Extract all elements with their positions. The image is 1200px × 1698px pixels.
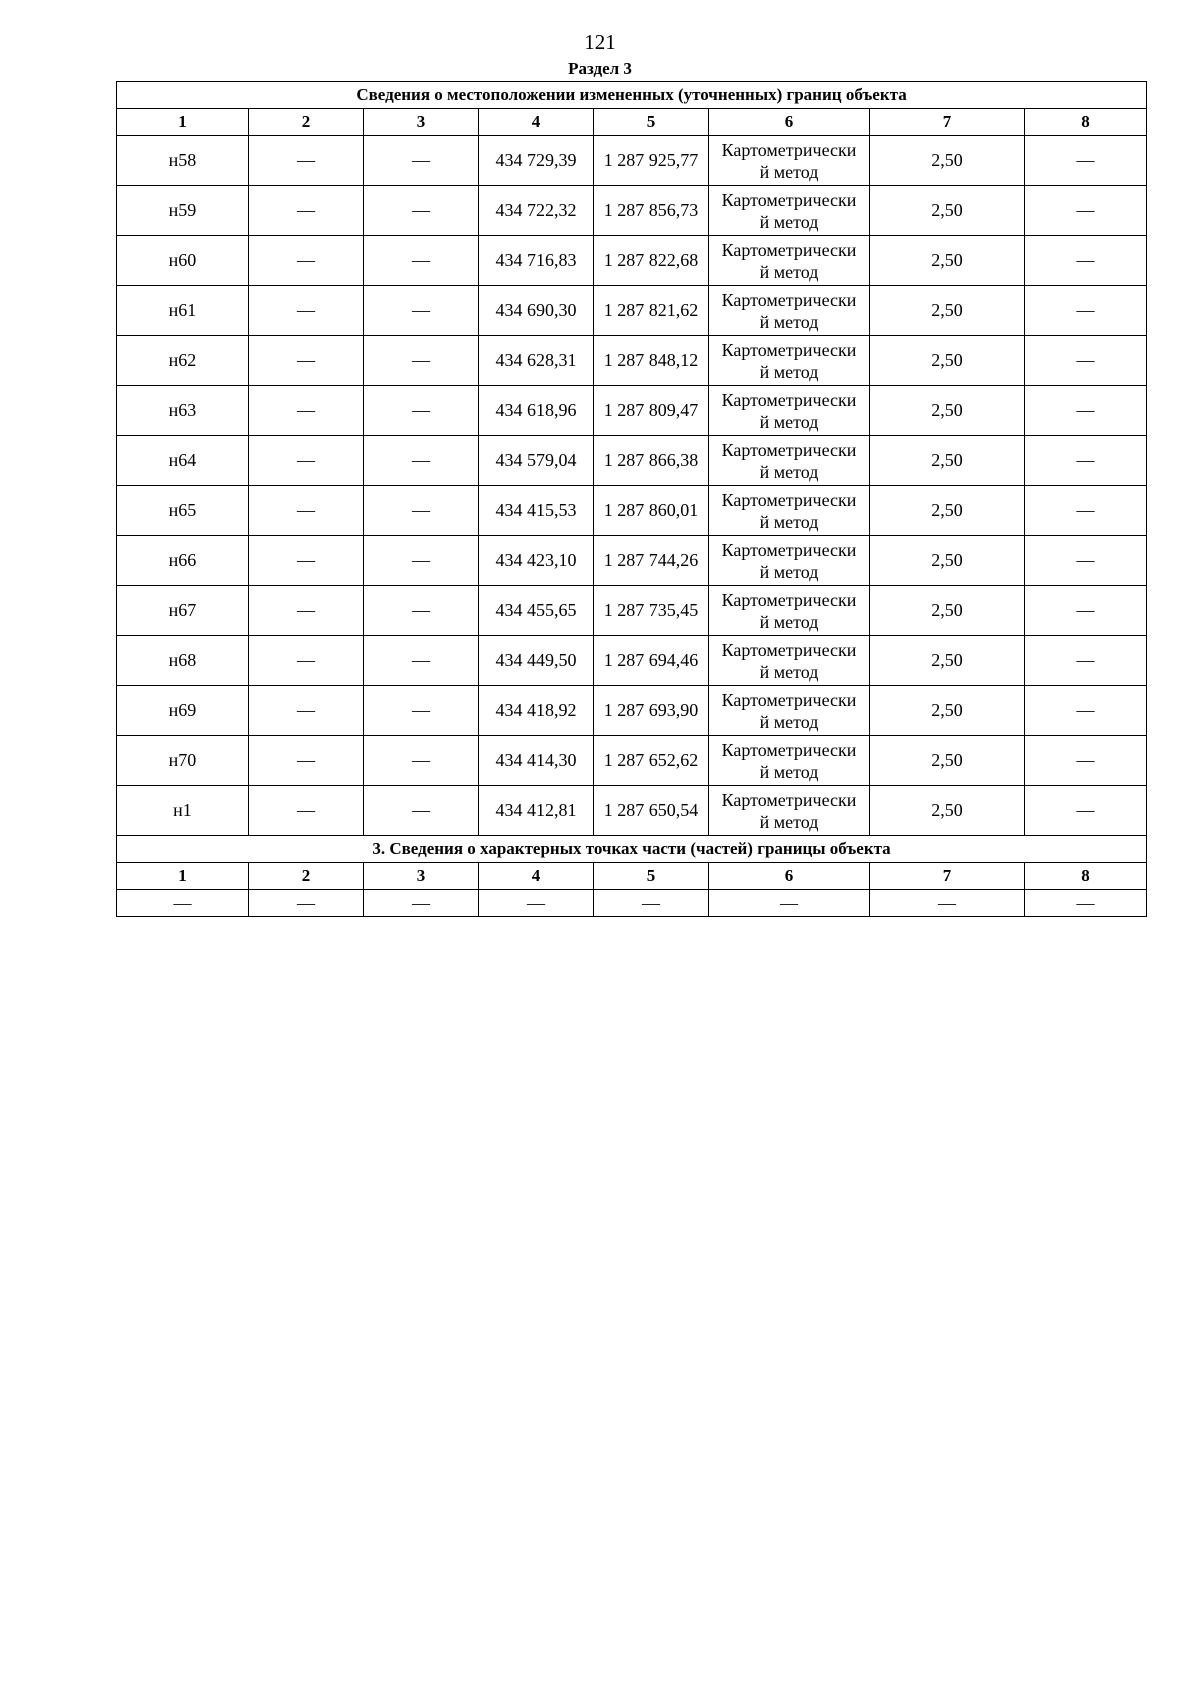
y-coord-cell: 1 287 925,77 [594, 136, 709, 186]
col3-cell: — [364, 286, 479, 336]
point-id-cell: н61 [117, 286, 249, 336]
col3-cell: — [364, 186, 479, 236]
table-row [117, 136, 1147, 186]
x-coord-cell: 434 722,32 [479, 186, 594, 236]
table-row [117, 186, 1147, 236]
col8-cell: — [1025, 136, 1147, 186]
table1-header-cell: 1 [117, 109, 249, 136]
point-id-cell: н64 [117, 436, 249, 486]
point-id-cell: н70 [117, 736, 249, 786]
precision-cell: 2,50 [870, 186, 1025, 236]
col2-cell: — [249, 686, 364, 736]
col8-cell: — [1025, 736, 1147, 786]
method-line-1: Картометрически [721, 189, 857, 210]
table-row [117, 736, 1147, 786]
method-line-2: й метод [759, 261, 819, 282]
col3-cell: — [364, 236, 479, 286]
table-row [117, 286, 1147, 336]
x-coord-cell: 434 449,50 [479, 636, 594, 686]
precision-cell: 2,50 [870, 386, 1025, 436]
table1-title-row [117, 82, 1147, 109]
y-coord-cell: 1 287 866,38 [594, 436, 709, 486]
method-cell [709, 486, 870, 536]
col8-cell: — [1025, 236, 1147, 286]
point-id-cell: н68 [117, 636, 249, 686]
method-line-1: Картометрически [721, 539, 857, 560]
point-id-cell: н69 [117, 686, 249, 736]
method-line-2: й метод [759, 711, 819, 732]
method-line-2: й метод [759, 761, 819, 782]
method-line-1: Картометрически [721, 589, 857, 610]
table1-header-cell: 7 [870, 109, 1025, 136]
col2-cell: — [249, 136, 364, 186]
boundary-table [116, 81, 1147, 917]
col8-cell: — [1025, 286, 1147, 336]
method-line-1: Картометрически [721, 139, 857, 160]
method-line-2: й метод [759, 361, 819, 382]
y-coord-cell: 1 287 822,68 [594, 236, 709, 286]
table2-header-cell: 5 [594, 863, 709, 890]
table2-header-row [117, 863, 1147, 890]
x-coord-cell: 434 423,10 [479, 536, 594, 586]
y-coord-cell: 1 287 694,46 [594, 636, 709, 686]
method-line-2: й метод [759, 461, 819, 482]
table2-header-cell: 2 [249, 863, 364, 890]
table-body [117, 82, 1147, 917]
table2-cell: — [479, 890, 594, 917]
method-cell [709, 236, 870, 286]
col8-cell: — [1025, 636, 1147, 686]
x-coord-cell: 434 579,04 [479, 436, 594, 486]
point-id-cell: н66 [117, 536, 249, 586]
precision-cell: 2,50 [870, 286, 1025, 336]
col8-cell: — [1025, 336, 1147, 386]
table1-header-cell: 2 [249, 109, 364, 136]
method-cell [709, 686, 870, 736]
page-number: 121 [584, 30, 616, 54]
table1-header-cell: 8 [1025, 109, 1147, 136]
method-cell [709, 386, 870, 436]
y-coord-cell: 1 287 809,47 [594, 386, 709, 436]
method-line-2: й метод [759, 211, 819, 232]
precision-cell: 2,50 [870, 486, 1025, 536]
y-coord-cell: 1 287 856,73 [594, 186, 709, 236]
method-line-2: й метод [759, 661, 819, 682]
col2-cell: — [249, 386, 364, 436]
table-row [117, 786, 1147, 836]
method-line-2: й метод [759, 811, 819, 832]
y-coord-cell: 1 287 821,62 [594, 286, 709, 336]
precision-cell: 2,50 [870, 236, 1025, 286]
y-coord-cell: 1 287 744,26 [594, 536, 709, 586]
method-line-2: й метод [759, 611, 819, 632]
method-cell [709, 736, 870, 786]
x-coord-cell: 434 412,81 [479, 786, 594, 836]
point-id-cell: н1 [117, 786, 249, 836]
col2-cell: — [249, 586, 364, 636]
precision-cell: 2,50 [870, 436, 1025, 486]
method-cell [709, 536, 870, 586]
method-line-1: Картометрически [721, 389, 857, 410]
x-coord-cell: 434 628,31 [479, 336, 594, 386]
table2-cell: — [870, 890, 1025, 917]
method-cell [709, 136, 870, 186]
col2-cell: — [249, 486, 364, 536]
table2-header-cell: 6 [709, 863, 870, 890]
precision-cell: 2,50 [870, 136, 1025, 186]
table1-header-cell: 3 [364, 109, 479, 136]
method-line-1: Картометрически [721, 639, 857, 660]
col8-cell: — [1025, 386, 1147, 436]
x-coord-cell: 434 618,96 [479, 386, 594, 436]
precision-cell: 2,50 [870, 336, 1025, 386]
y-coord-cell: 1 287 735,45 [594, 586, 709, 636]
point-id-cell: н58 [117, 136, 249, 186]
col8-cell: — [1025, 786, 1147, 836]
x-coord-cell: 434 414,30 [479, 736, 594, 786]
y-coord-cell: 1 287 860,01 [594, 486, 709, 536]
col2-cell: — [249, 236, 364, 286]
col2-cell: — [249, 736, 364, 786]
col8-cell: — [1025, 186, 1147, 236]
table2-cell: — [709, 890, 870, 917]
table1-header-cell: 4 [479, 109, 594, 136]
table2-header-cell: 4 [479, 863, 594, 890]
x-coord-cell: 434 455,65 [479, 586, 594, 636]
point-id-cell: н60 [117, 236, 249, 286]
col8-cell: — [1025, 436, 1147, 486]
table-row [117, 536, 1147, 586]
col2-cell: — [249, 786, 364, 836]
table-row [117, 486, 1147, 536]
col3-cell: — [364, 586, 479, 636]
method-cell [709, 786, 870, 836]
method-cell [709, 286, 870, 336]
method-line-1: Картометрически [721, 739, 857, 760]
table-row [117, 686, 1147, 736]
y-coord-cell: 1 287 848,12 [594, 336, 709, 386]
table-row [117, 386, 1147, 436]
table2-cell: — [594, 890, 709, 917]
method-cell [709, 636, 870, 686]
table2-header-cell: 7 [870, 863, 1025, 890]
table2-title: 3. Сведения о характерных точках части (частей) границы объекта [117, 836, 1147, 863]
table1-header-cell: 5 [594, 109, 709, 136]
precision-cell: 2,50 [870, 636, 1025, 686]
x-coord-cell: 434 716,83 [479, 236, 594, 286]
table2-header-cell: 3 [364, 863, 479, 890]
y-coord-cell: 1 287 652,62 [594, 736, 709, 786]
table2-cell: — [364, 890, 479, 917]
method-line-1: Картометрически [721, 789, 857, 810]
col3-cell: — [364, 486, 479, 536]
table1-header-cell: 6 [709, 109, 870, 136]
y-coord-cell: 1 287 650,54 [594, 786, 709, 836]
method-cell [709, 436, 870, 486]
table2-row [117, 890, 1147, 917]
method-line-1: Картометрически [721, 339, 857, 360]
method-line-1: Картометрически [721, 439, 857, 460]
point-id-cell: н67 [117, 586, 249, 636]
table2-cell: — [249, 890, 364, 917]
col3-cell: — [364, 136, 479, 186]
table2-cell: — [1025, 890, 1147, 917]
col3-cell: — [364, 786, 479, 836]
point-id-cell: н63 [117, 386, 249, 436]
precision-cell: 2,50 [870, 786, 1025, 836]
method-line-1: Картометрически [721, 239, 857, 260]
col3-cell: — [364, 436, 479, 486]
col3-cell: — [364, 736, 479, 786]
precision-cell: 2,50 [870, 686, 1025, 736]
x-coord-cell: 434 418,92 [479, 686, 594, 736]
x-coord-cell: 434 415,53 [479, 486, 594, 536]
col2-cell: — [249, 286, 364, 336]
point-id-cell: н65 [117, 486, 249, 536]
col2-cell: — [249, 186, 364, 236]
table-row [117, 236, 1147, 286]
table2-header-cell: 8 [1025, 863, 1147, 890]
col2-cell: — [249, 536, 364, 586]
x-coord-cell: 434 690,30 [479, 286, 594, 336]
table-row [117, 336, 1147, 386]
method-line-1: Картометрически [721, 489, 857, 510]
precision-cell: 2,50 [870, 536, 1025, 586]
method-line-2: й метод [759, 161, 819, 182]
table2-header-cell: 1 [117, 863, 249, 890]
method-line-2: й метод [759, 511, 819, 532]
col2-cell: — [249, 636, 364, 686]
col2-cell: — [249, 336, 364, 386]
col8-cell: — [1025, 686, 1147, 736]
table1-title: Сведения о местоположении измененных (уточненных) границ объекта [117, 82, 1147, 109]
method-cell [709, 186, 870, 236]
table-row [117, 436, 1147, 486]
method-line-1: Картометрически [721, 289, 857, 310]
method-line-2: й метод [759, 411, 819, 432]
method-line-2: й метод [759, 311, 819, 332]
col3-cell: — [364, 686, 479, 736]
method-cell [709, 336, 870, 386]
method-line-1: Картометрически [721, 689, 857, 710]
col8-cell: — [1025, 486, 1147, 536]
precision-cell: 2,50 [870, 586, 1025, 636]
method-line-2: й метод [759, 561, 819, 582]
table2-title-row [117, 836, 1147, 863]
x-coord-cell: 434 729,39 [479, 136, 594, 186]
y-coord-cell: 1 287 693,90 [594, 686, 709, 736]
precision-cell: 2,50 [870, 736, 1025, 786]
col3-cell: — [364, 536, 479, 586]
table1-header-row [117, 109, 1147, 136]
col3-cell: — [364, 636, 479, 686]
table-row [117, 586, 1147, 636]
col2-cell: — [249, 436, 364, 486]
col8-cell: — [1025, 586, 1147, 636]
method-cell [709, 586, 870, 636]
section-title: Раздел 3 [568, 59, 632, 78]
col3-cell: — [364, 386, 479, 436]
table2-cell: — [117, 890, 249, 917]
col3-cell: — [364, 336, 479, 386]
table-row [117, 636, 1147, 686]
point-id-cell: н62 [117, 336, 249, 386]
point-id-cell: н59 [117, 186, 249, 236]
col8-cell: — [1025, 536, 1147, 586]
